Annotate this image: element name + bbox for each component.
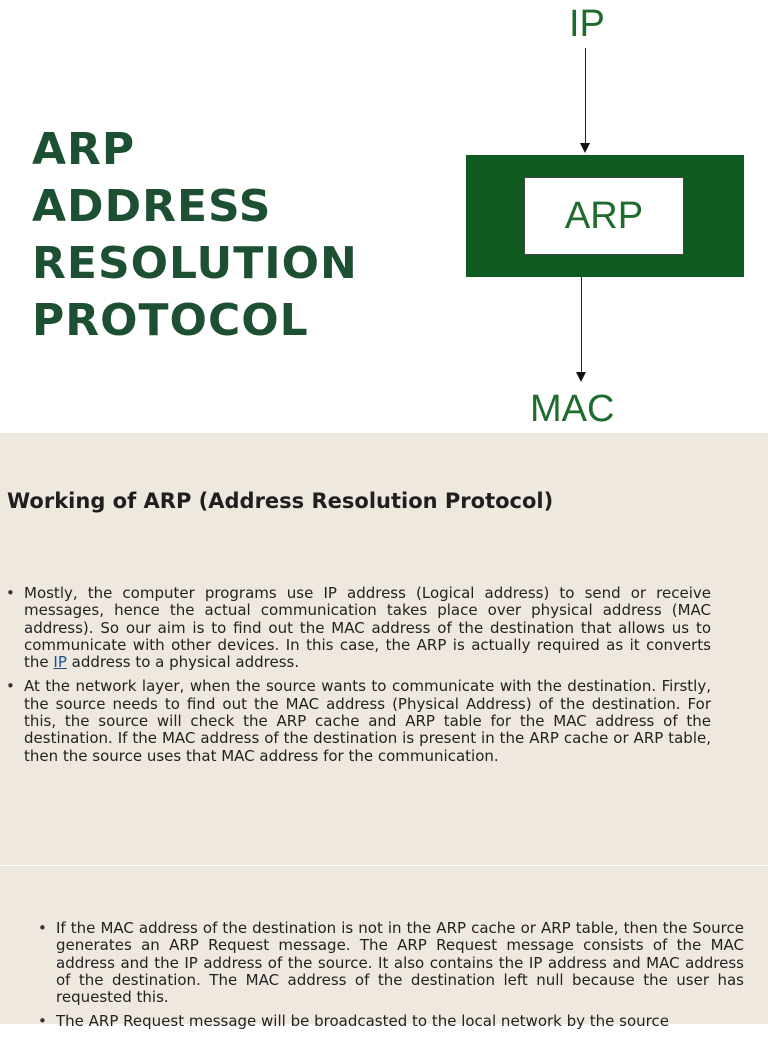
bullet-item <box>6 678 711 764</box>
slide-heading: Working of ARP (Address Resolution Protocol) <box>7 489 554 513</box>
arp-box-label: ARP <box>564 194 644 237</box>
bullet-text: The ARP Request message will be broadcasted to the local network by the source <box>56 1012 669 1031</box>
title-line-4: PROTOCOL <box>32 295 309 346</box>
ip-link[interactable]: IP <box>53 653 67 672</box>
ip-label: IP <box>569 3 605 45</box>
bullet-item <box>38 1013 744 1030</box>
arp-box-inner <box>524 177 684 255</box>
working-of-arp-slide <box>0 433 768 865</box>
title-line-1: ARP <box>32 124 136 175</box>
ip-to-arp-arrow-head <box>580 143 590 153</box>
arp-box-outer <box>466 155 744 277</box>
bullet-text: Mostly, the computer programs use IP address (Logical address) to send or receive messages, hence the actual communication takes place over physical address (MAC address). So our aim is to find out the MAC address of the destination that allows us to communicate with other devices. In this case, the ARP is actually required as it converts the <box>24 584 711 672</box>
bullet-item <box>6 585 711 671</box>
title-line-2: ADDRESS <box>32 181 272 232</box>
bullet-text: If the MAC address of the destination is not in the ARP cache or ARP table, then the Source generates an ARP Request message. The ARP Request message consists of the MAC address and the IP address of the source. It also contains the IP address and MAC address of the destination. The MAC address of the destination left null because the user has requested this. <box>56 919 744 1007</box>
bullet-text: At the network layer, when the source wants to communicate with the destination. Firstly, the source needs to find out the MAC address (Physical Address) of the destination. For this, the source will check the ARP cache and ARP table for the MAC address of the destination. If the MAC address of the destination is present in the ARP cache or ARP table, then the source uses that MAC address for the communication. <box>24 677 711 765</box>
mac-label: MAC <box>530 388 615 430</box>
title-slide <box>0 0 768 433</box>
bullet-text: address to a physical address. <box>66 653 300 672</box>
title-line-3: RESOLUTION <box>32 238 358 289</box>
arp-to-mac-arrow-line <box>581 277 582 373</box>
bullet-list <box>38 920 744 1038</box>
bullet-item <box>38 920 744 1006</box>
arp-request-slide <box>0 866 768 1031</box>
ip-to-arp-arrow-line <box>585 48 586 144</box>
bullet-list <box>6 585 711 772</box>
arp-to-mac-arrow-head <box>576 372 586 382</box>
